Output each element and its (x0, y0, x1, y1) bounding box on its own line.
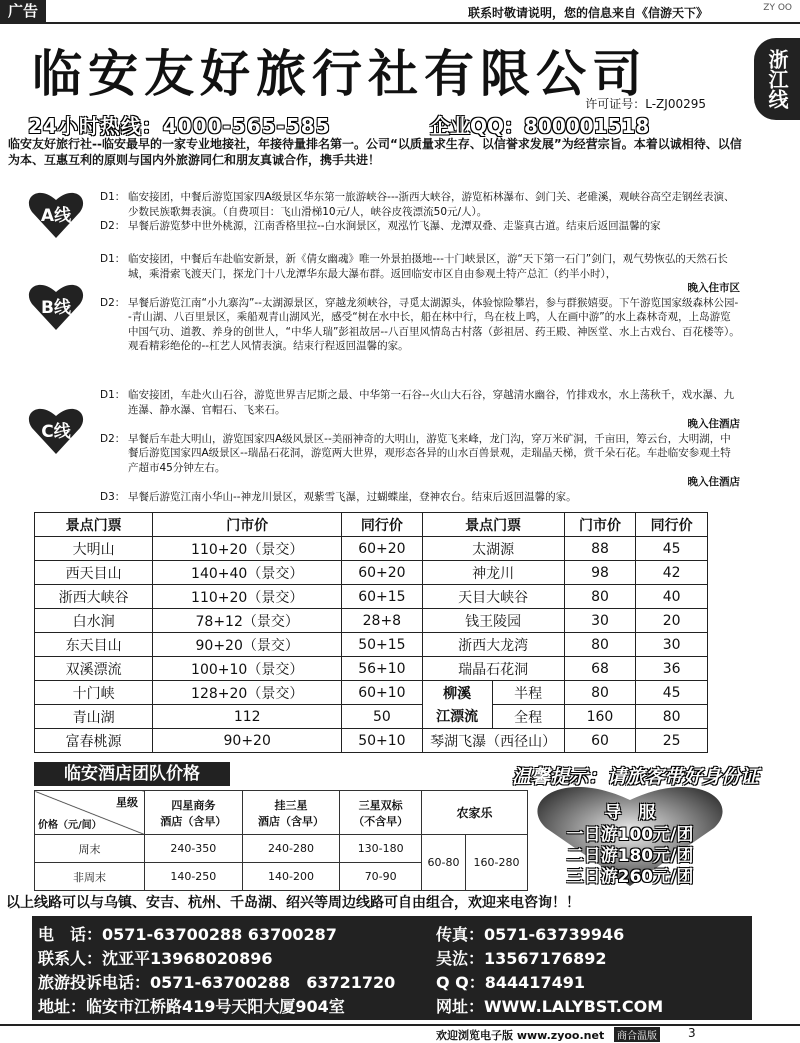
route-c-label: C线 (41, 422, 71, 442)
hotel-heading: 临安酒店团队价格 (34, 762, 230, 786)
cell: 45 (636, 537, 708, 561)
contact-person-2: 吴汯：13567176892 (436, 949, 607, 968)
cell: 东天目山 (35, 633, 153, 657)
col-header: 景点门票 (422, 513, 564, 537)
cell: 青山湖 (35, 705, 153, 729)
route-a-badge (28, 188, 84, 240)
table-row (35, 705, 708, 729)
route-c-days (100, 388, 740, 504)
route-c-badge (28, 404, 84, 456)
cell: 江漂流 (422, 705, 492, 729)
cell: 56+10 (342, 657, 423, 681)
cell: 240-280 (242, 835, 340, 863)
cell: 140-250 (145, 863, 243, 891)
route-a-label: A线 (40, 206, 72, 226)
day-note: 晚入住酒店 (687, 476, 740, 488)
cell: 白水涧 (35, 609, 153, 633)
cell: 100+10（景交） (153, 657, 342, 681)
bottom-tag: 商合温版 (614, 1027, 660, 1042)
cell: 半程 (492, 681, 564, 705)
star-label: 星级 (116, 796, 138, 809)
cell: 98 (564, 561, 636, 585)
cell: 十门峡 (35, 681, 153, 705)
day-note: 晚入住酒店 (687, 418, 740, 430)
cell: 80 (564, 585, 636, 609)
cell: 浙西大峡谷 (35, 585, 153, 609)
page-number: 3 (688, 1026, 696, 1040)
cell: 60+10 (342, 681, 423, 705)
cell: 浙西大龙湾 (422, 633, 564, 657)
cell: 60+20 (342, 537, 423, 561)
cell: 78+12（景交） (153, 609, 342, 633)
col-header: 挂三星 酒店（含早） (242, 791, 340, 835)
bottom-bar (0, 1024, 800, 1040)
day-label: D3： (100, 490, 126, 503)
day-label: D2： (100, 296, 126, 309)
company-intro: 临安友好旅行社--临安最早的一家专业地接社，年接待量排名第一。公司“以质量求生存、以信誉求发展”为经营宗旨。本着以诚相待、以信为本、互惠互利的原则与国内外旅游同仁和朋友真诚合作，携手共进！ (8, 137, 742, 167)
route-b (28, 252, 740, 382)
table-row (35, 561, 708, 585)
cell: 80 (636, 705, 708, 729)
table-row (35, 681, 708, 705)
cell: 140+40（景交） (153, 561, 342, 585)
guide-line: 三日游260元/团 (566, 867, 694, 887)
route-b-badge (28, 280, 84, 332)
cell: 128+20（景交） (153, 681, 342, 705)
cell: 太湖源 (422, 537, 564, 561)
cell: 36 (636, 657, 708, 681)
contact-footer (32, 916, 752, 1020)
route-b-day-1 (100, 252, 740, 296)
col-header: 农家乐 (422, 791, 528, 835)
day-text: 早餐后游览江南“小九寨沟”--太湖源景区，穿越龙须峡谷，寻觅太湖源头，体验惊险攀岩，参与群猴嬉耍。下午游览国家级森林公园--青山湖、八百里景区，乘船观青山湖风光，感受“树在水中长，船在林中行，鸟在枝上鸣，人在画中游”的水上森林奇观，上岛游览中国气功、道教、养身的创世人，“中华人瑞”彭祖故居--八百里风情岛古村落（彭祖居、药王殿、神医堂、水上古戏台、百花楼等）。观看精彩绝伦的--杠艺人风情表演。结束行程返回温馨的家。 (128, 296, 740, 352)
table-row (35, 835, 528, 863)
diag-cell (35, 791, 145, 835)
cell: 90+20 (153, 729, 342, 753)
hotel-price-table (34, 790, 528, 891)
cell: 50 (342, 705, 423, 729)
cell: 40 (636, 585, 708, 609)
bottom-site[interactable]: 欢迎浏览电子版 www.zyoo.net (436, 1029, 605, 1042)
cell: 大明山 (35, 537, 153, 561)
route-a-day-1 (100, 190, 740, 219)
table-row (35, 657, 708, 681)
table-row (35, 633, 708, 657)
route-a-days (100, 190, 740, 234)
cell: 68 (564, 657, 636, 681)
company-qq: 企业QQ：800001518 (430, 114, 650, 138)
phone: 电 话：0571-63700288 63700287 (38, 925, 337, 944)
contact-person: 联系人：沈亚平13968020896 (38, 949, 273, 968)
route-c-day-3 (100, 490, 740, 505)
cell: 60+20 (342, 561, 423, 585)
cell: 60-80 (422, 835, 466, 891)
guide-line: 二日游180元/团 (566, 846, 694, 866)
top-logo: ZY OO (763, 3, 792, 13)
route-c-day-1 (100, 388, 740, 432)
cell: 160 (564, 705, 636, 729)
col-header: 同行价 (636, 513, 708, 537)
side-tab: 浙江线 (754, 38, 800, 120)
cell: 70-90 (340, 863, 422, 891)
cell: 140-200 (242, 863, 340, 891)
cell: 28+8 (342, 609, 423, 633)
cell: 90+20（景交） (153, 633, 342, 657)
cell: 30 (564, 609, 636, 633)
cell: 天目大峡谷 (422, 585, 564, 609)
day-label: D2： (100, 432, 126, 445)
cell: 柳溪 (422, 681, 492, 705)
table-header-row (35, 513, 708, 537)
cell: 110+20（景交） (153, 585, 342, 609)
cell: 112 (153, 705, 342, 729)
cell: 160-280 (466, 835, 528, 891)
col-header: 门市价 (153, 513, 342, 537)
fax: 传真：0571-63739946 (436, 925, 625, 944)
cell: 富春桃源 (35, 729, 153, 753)
cell: 80 (564, 633, 636, 657)
day-note: 晚入住市区 (687, 282, 740, 294)
complaint-phone: 旅游投诉电话：0571-63700288 63721720 (38, 973, 396, 992)
cell: 琴湖飞瀑（西径山） (422, 729, 564, 753)
day-label: D1： (100, 389, 126, 401)
reminder-text: 温馨提示：请旅客带好身份证 (512, 766, 760, 788)
route-c-day-2 (100, 432, 740, 490)
cell: 110+20（景交） (153, 537, 342, 561)
table-row (35, 729, 708, 753)
day-label: D1： (100, 191, 126, 203)
price-label: 价格（元/间） (38, 820, 102, 831)
company-title: 临安友好旅行社有限公司 (32, 45, 648, 103)
route-a-day-2 (100, 219, 740, 234)
col-header: 景点门票 (35, 513, 153, 537)
cell: 50+15 (342, 633, 423, 657)
col-header: 四星商务 酒店（含早） (145, 791, 243, 835)
table-row (35, 585, 708, 609)
cell: 西天目山 (35, 561, 153, 585)
cell: 88 (564, 537, 636, 561)
ad-tag: 广告 (0, 0, 46, 22)
route-b-days (100, 252, 740, 354)
day-text: 临安接团，中餐后车赴临安新景，新《倩女幽魂》唯一外景拍摄地---十门峡景区，游“天下第一石门”剑门，观气势恢弘的天然石长城，乘滑索飞渡天门，探龙门十八龙潭华东最大瀑布群。返回临安市区自由参观土特产总汇（约半小时）， (128, 253, 728, 280)
cell: 45 (636, 681, 708, 705)
day-text: 早餐后游览江南小华山--神龙川景区，观紫雪飞瀑，过蝴蝶崖，登神农台。结束后返回温馨的家。 (128, 490, 577, 503)
col-header: 三星双标 （不含早） (340, 791, 422, 835)
day-text: 早餐后游览梦中世外桃源，江南香格里拉--白水涧景区，观泓竹飞瀑、龙潭双叠、走鉴真古道。结束后返回温馨的家 (128, 220, 661, 232)
license-number: 许可证号：L-ZJ00295 (585, 97, 706, 111)
hotel-header-row (35, 791, 528, 835)
day-label: D1： (100, 253, 126, 265)
day-text: 临安接团，中餐后游览国家四A级景区华东第一旅游峡谷---浙西大峡谷，游览柘林瀑布、剑门关、老碓溪，观峡谷高空走钢丝表演、少数民族歌舞表演。（自费项目：飞山滑梯10元/人，峡谷皮筏漂流50元/人）。 (128, 191, 735, 218)
guide-title: 导 服 (604, 803, 656, 823)
website[interactable]: 网址：WWW.LALYBST.COM (436, 997, 664, 1016)
cell: 瑞晶石花洞 (422, 657, 564, 681)
guide-fee-badge (532, 778, 728, 888)
route-c (28, 388, 740, 506)
hotline: 24小时热线：4000-565-585 (28, 114, 331, 138)
cell: 25 (636, 729, 708, 753)
cell: 42 (636, 561, 708, 585)
route-b-day-2 (100, 296, 740, 354)
col-header: 门市价 (564, 513, 636, 537)
cell: 130-180 (340, 835, 422, 863)
cell: 神龙川 (422, 561, 564, 585)
combo-note: 以上线路可以与乌镇、安吉、杭州、千岛湖、绍兴等周边线路可自由组合，欢迎来电咨询！！ (6, 895, 580, 911)
cell: 周末 (35, 835, 145, 863)
cell: 非周末 (35, 863, 145, 891)
guide-line: 一日游100元/团 (566, 825, 694, 845)
address: 地址：临安市江桥路419号天阳大厦904室 (38, 997, 345, 1016)
cell: 全程 (492, 705, 564, 729)
cell: 双溪漂流 (35, 657, 153, 681)
ticket-price-table (34, 512, 708, 753)
cell: 20 (636, 609, 708, 633)
top-note: 联系时敬请说明，您的信息来自《信游天下》 (467, 6, 708, 20)
route-a (28, 188, 735, 248)
day-label: D2： (100, 220, 126, 232)
cell: 50+10 (342, 729, 423, 753)
cell: 240-350 (145, 835, 243, 863)
cell: 60 (564, 729, 636, 753)
cell: 60+15 (342, 585, 423, 609)
footer-qq: Q Q：844417491 (436, 973, 585, 992)
cell: 钱王陵园 (422, 609, 564, 633)
table-row (35, 537, 708, 561)
day-text: 临安接团，车赴火山石谷，游览世界吉尼斯之最、中华第一石谷--火山大石谷，穿越清水幽谷，竹排戏水，水上荡秋千，戏水瀑、九连瀑、静水瀑、官帽石、飞来石。 (128, 389, 735, 416)
day-text: 早餐后车赴大明山，游览国家四A级风景区--美丽神奇的大明山，游览飞来峰，龙门沟，穿万米矿洞，千亩田，筹云台，大明湖，中餐后游览国家四A级景区--瑞晶石花洞，游览两大世界，观形态各异的山水百兽景观，走瑞晶天梯，赏千朵石花。车赴临安参观土特产超市45分钟左右。 (128, 432, 731, 474)
table-row (35, 609, 708, 633)
cell: 80 (564, 681, 636, 705)
cell: 30 (636, 633, 708, 657)
route-b-label: B线 (41, 298, 71, 318)
col-header: 同行价 (342, 513, 423, 537)
